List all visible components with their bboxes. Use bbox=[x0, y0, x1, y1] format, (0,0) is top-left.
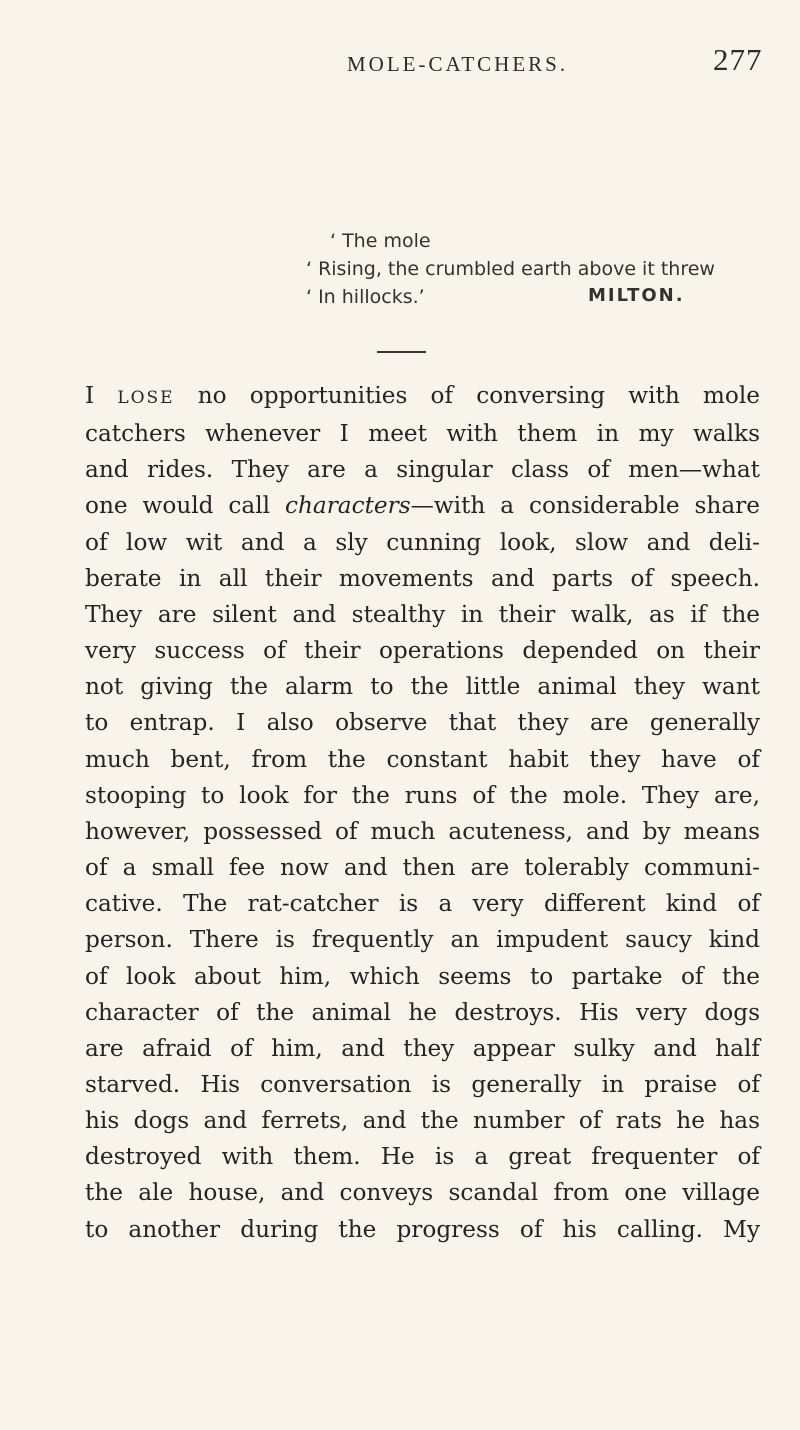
text-line: berate in all their movements and parts of speech. bbox=[85, 564, 760, 592]
text-line: are afraid of him, and they appear sulky and half bbox=[85, 1034, 760, 1062]
epigraph-attribution: MILTON. bbox=[588, 285, 685, 306]
epigraph-line: ‘ The mole bbox=[330, 230, 431, 252]
body-paragraph bbox=[85, 378, 760, 1248]
italic-word: characters bbox=[284, 492, 411, 520]
text-line: destroyed with them. He is a great frequenter of bbox=[85, 1143, 760, 1171]
text-line bbox=[85, 378, 760, 416]
text-line: person. There is frequently an impudent saucy kind bbox=[85, 926, 760, 954]
opening-smallcaps: LOSE bbox=[117, 388, 175, 408]
text-line bbox=[85, 488, 760, 524]
text-line: his dogs and ferrets, and the number of rats he has bbox=[85, 1107, 760, 1135]
running-head-title: MOLE-CATCHERS. bbox=[347, 52, 569, 76]
text-line: cative. The rat-catcher is a very different kind of bbox=[85, 890, 760, 918]
text-line: much bent, from the constant habit they have of bbox=[85, 745, 760, 773]
text-line: starved. His conversation is generally in praise of bbox=[85, 1070, 760, 1098]
opening-letter: I bbox=[85, 382, 95, 409]
text-line: and rides. They are a singular class of men—what bbox=[85, 456, 760, 484]
section-divider bbox=[377, 351, 426, 353]
text-line: not giving the alarm to the little animal they want bbox=[85, 673, 760, 701]
epigraph-line: ‘ Rising, the crumbled earth above it threw bbox=[306, 258, 715, 280]
text-line-content: —with a considerable share bbox=[410, 492, 760, 520]
text-line-content: one would call bbox=[85, 492, 285, 520]
text-line-content: no opportunities of conversing with mole bbox=[174, 382, 760, 409]
epigraph-line: ‘ In hillocks.’ bbox=[306, 286, 425, 308]
text-line: catchers whenever I meet with them in my walks bbox=[85, 420, 760, 448]
text-line: the ale house, and conveys scandal from one village bbox=[85, 1179, 760, 1207]
text-line: of look about him, which seems to partake of the bbox=[85, 962, 760, 990]
text-line: of a small fee now and then are tolerably communi- bbox=[85, 854, 760, 882]
text-line: however, possessed of much acuteness, and by means bbox=[85, 817, 760, 845]
text-line: to another during the progress of his calling. My bbox=[85, 1215, 760, 1243]
text-line: stooping to look for the runs of the mole. They are, bbox=[85, 781, 760, 809]
page-number: 277 bbox=[713, 42, 763, 77]
text-line: to entrap. I also observe that they are generally bbox=[85, 709, 760, 737]
text-line: character of the animal he destroys. His very dogs bbox=[85, 998, 760, 1026]
text-line: very success of their operations depended on their bbox=[85, 637, 760, 665]
text-line: They are silent and stealthy in their walk, as if the bbox=[85, 600, 760, 628]
text-line: of low wit and a sly cunning look, slow and deli- bbox=[85, 528, 760, 556]
